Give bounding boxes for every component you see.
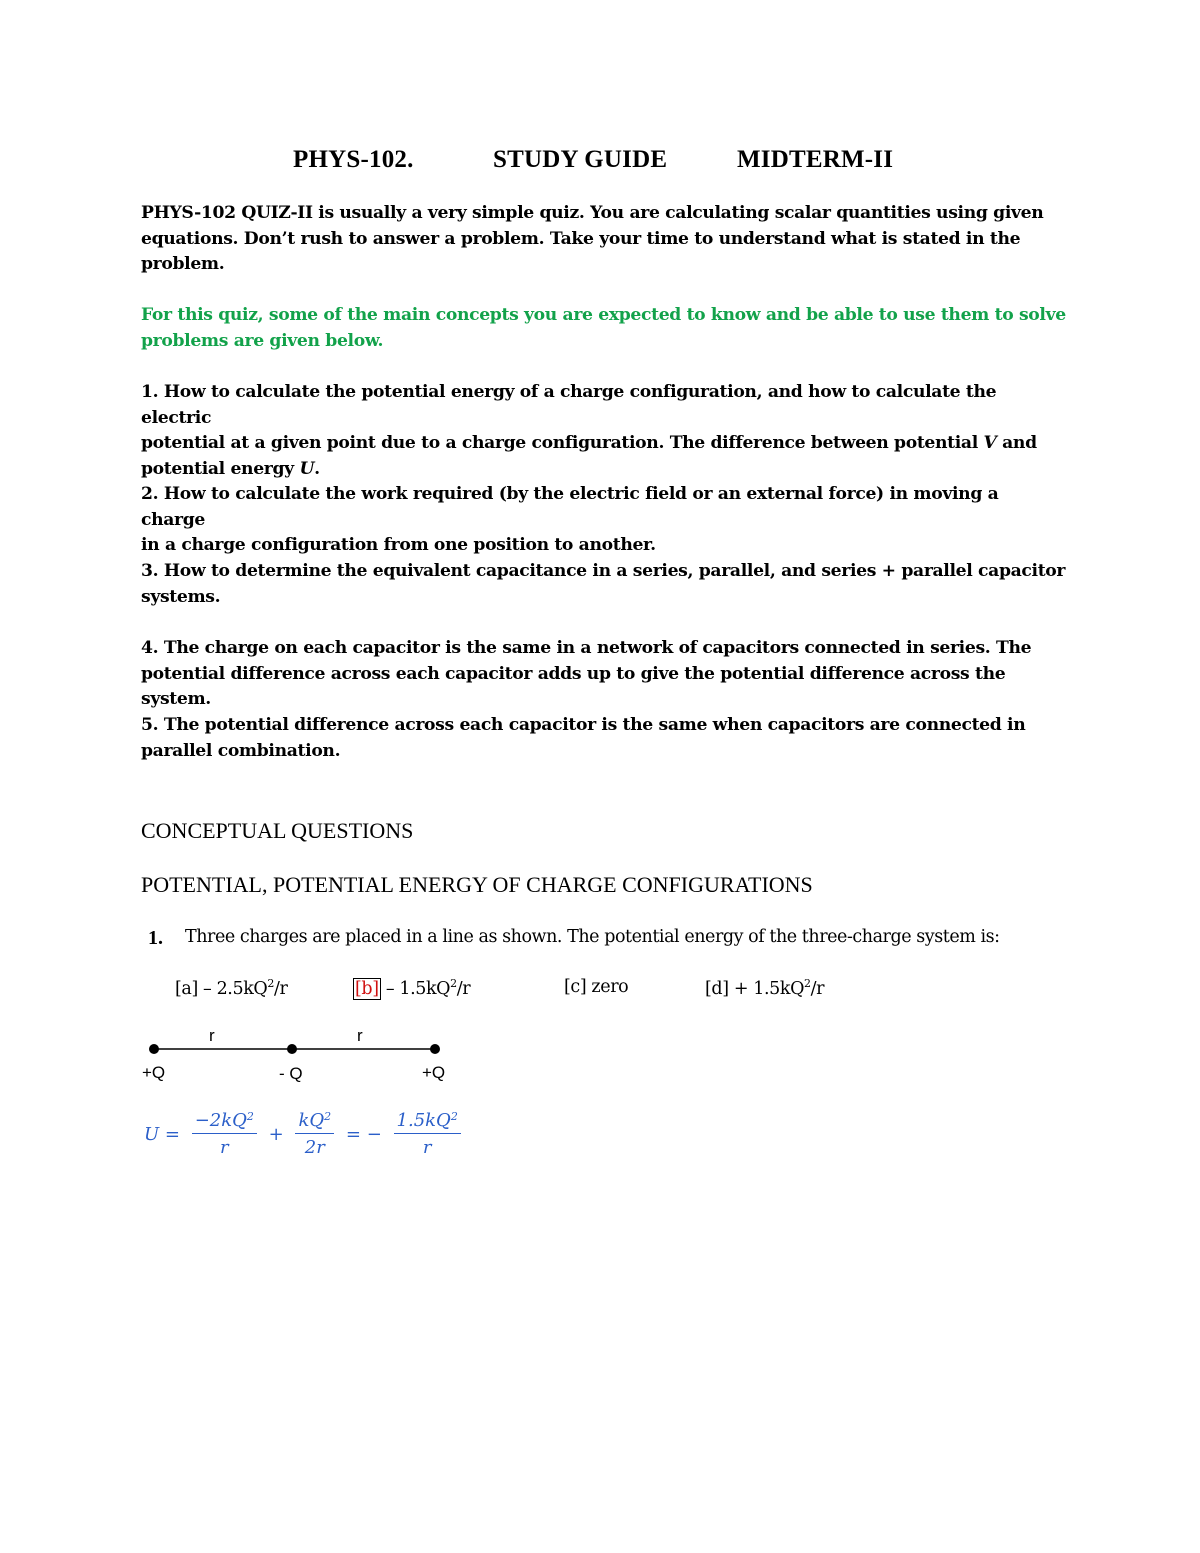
intro-line: PHYS-102 QUIZ-II is usually a very simple quiz. You are calculating scalar quantities using given	[141, 203, 1044, 223]
question-text: Three charges are placed in a line as shown. The potential energy of the three-charge system is:	[185, 927, 1000, 947]
spacing-label-2: r	[357, 1026, 363, 1045]
solution-equation	[141, 1110, 464, 1158]
option-c: [c] zero	[564, 977, 629, 997]
concept-item-3	[141, 559, 1066, 610]
concepts-intro-line: For this quiz, some of the main concepts you are expected to know and be able to use them to solve	[141, 305, 1066, 325]
title-guide: STUDY GUIDE	[493, 146, 668, 173]
concept-line: potential difference across each capacitor adds up to give the potential difference across the system.	[141, 663, 1006, 709]
section-heading: POTENTIAL, POTENTIAL ENERGY OF CHARGE CONFIGURATIONS	[141, 872, 813, 897]
concept-line: 3. How to determine the equivalent capacitance in a series, parallel, and series + parallel capacitor	[141, 561, 1066, 581]
concept-item-5	[141, 713, 1066, 764]
intro-paragraph	[141, 201, 1066, 278]
concept-line: 1. How to calculate the potential energy of a charge configuration, and how to calculate the electric	[141, 382, 997, 428]
charge-dot-middle	[287, 1044, 297, 1054]
concept-line: potential at a given point due to a charge configuration. The difference between potential V and	[141, 433, 1037, 453]
concept-item-4	[141, 636, 1066, 713]
charge-dot-right	[430, 1044, 440, 1054]
concept-line: in a charge configuration from one position to another.	[141, 535, 656, 555]
option-d: $[d] + 1.5kQ^2/r$	[705, 977, 825, 999]
charge-label-left: +Q	[142, 1063, 166, 1082]
concept-line: 4. The charge on each capacitor is the same in a network of capacitors connected in series. The	[141, 638, 1032, 658]
concept-line: systems.	[141, 586, 221, 607]
concepts-intro	[141, 303, 1066, 354]
title-exam: MIDTERM-II	[737, 146, 894, 173]
charge-line-diagram	[140, 1040, 460, 1060]
concept-line: 2. How to calculate the work required (by the electric field or an external force) in moving a charge	[141, 484, 999, 530]
concept-item-1	[141, 380, 1066, 482]
title-course: PHYS-102.	[293, 146, 414, 173]
concept-line: parallel combination.	[141, 740, 341, 761]
concept-item-2	[141, 482, 1066, 559]
question-number: 1.	[148, 927, 163, 949]
equation-plus: +	[268, 1123, 284, 1145]
conceptual-questions-heading: CONCEPTUAL QUESTIONS	[141, 818, 414, 843]
charge-label-middle: - Q	[279, 1064, 303, 1083]
fraction-term-2: $\frac{kQ^2}{2r}$	[295, 1110, 334, 1158]
fraction-term-3: $\frac{1.5kQ^2}{r}$	[394, 1110, 461, 1158]
intro-line: problem.	[141, 254, 225, 274]
selected-answer-box: [b]	[355, 979, 379, 999]
option-b: $[b] - 1.5kQ^2/r$	[355, 977, 471, 999]
spacing-label-1: r	[209, 1026, 215, 1045]
potential-symbol: V	[983, 433, 997, 453]
energy-symbol: U	[299, 458, 315, 479]
concept-line: potential energy U.	[141, 458, 320, 479]
charge-label-right: +Q	[422, 1063, 446, 1082]
fraction-term-1: $\frac{-2kQ^2}{r}$	[192, 1110, 257, 1158]
concepts-intro-line: problems are given below.	[141, 330, 384, 351]
charge-dot-left	[149, 1044, 159, 1054]
equation-equals: = −	[345, 1123, 382, 1145]
intro-line: equations. Don’t rush to answer a problem. Take your time to understand what is stated in the	[141, 228, 1021, 249]
equation-lhs: U =	[144, 1123, 180, 1145]
concept-line: 5. The potential difference across each capacitor is the same when capacitors are connected in	[141, 715, 1026, 735]
option-a: $[a] - 2.5kQ^2/r$	[175, 977, 288, 999]
